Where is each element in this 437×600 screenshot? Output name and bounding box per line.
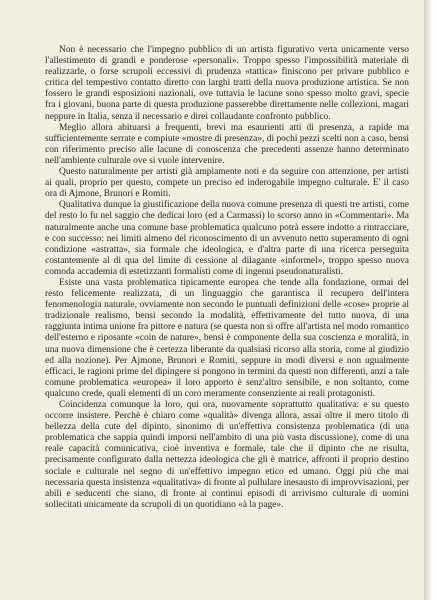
- paragraph: Coincidenza comunque la loro, qui ora, nuovamente soprattutto qualitativa: e su questo occorre insistere. Perchè è chiaro come «qualità» divenga allora, assai oltre il mero titolo di bellezza della cute del dipinto, sinonimo di un'effettiva consistenza problematica (di una problematica che sappia quindi imporsi nell'ambito di una più vasta discussione), come di una reale capacità comunicativa, cioè inventiva e formale, tale che il dipinto che ne risulta, precisamente configurato dalla nettezza ideologica che gli è matrice, affronti il proprio destino sociale e culturale nel segno di un'effettivo impegno etico ed umano. Oggi più che mai necessaria questa insistenza «qualitativa» di fronte al pullulare inesausto di improvvisazioni, per abili e seducenti che siano, di fronte ai continui episodi di arrivismo culturale di uomini sollecitati unicamente da scrupoli di un quotidiano «à la page».: [45, 400, 409, 510]
- paragraph: Non è necessario che l'impegno pubblico di un artista figurativo verta unicamente verso l'allestimento di grandi e ponderose «personali». Troppo spesso l'impossibilità materiale di realizzarle, o forse scrupoli eccessivi di prudenza «tattica» finiscono per privare pubblico e critica del tempestivo contatto diretto con larghi tratti della nuova produzione artistica. Se non fossero le grandi esposizioni nazionali, ove tuttavia le lacune sono spesso molto gravi, specie fra i giovani, buona parte di questa produzione passerebbe direttamente nelle collezioni, magari neppure in Italia, senza il necessario e direi collaudante confronto pubblico.: [45, 45, 409, 122]
- paragraph: Qualitativa dunque la giustificazione della nuova comune presenza di questi tre artisti, come del resto lo fu nel saggio che dedicai loro (ed a Carmassi) lo scorso anno in «Commentari». Ma naturalmente anche una comune base problematica qualcuno potrà essere indotto a rintracciare, e con successo: nei limiti almeno del riconoscimento di un avvenuto netto superamento di ogni condizione «astratta», sia formale che ideologica, e d'altra parte di una ricerca perseguita costantemente al di qua del limite di cessione al dilagante «informel», troppo spesso nuova comoda accademia di estetizzanti formalisti come di ingenui pseudonaturalisti.: [45, 200, 409, 277]
- article-text: [45, 45, 409, 511]
- paragraph: Esiste una vasta problematica tipicamente europea che tende alla fondazione, ormai del resto felicemente realizzata, di un linguaggio che garantisca il recupero dell'intera fenomenologia naturale, ovviamente non secondo le puntuali definizioni delle «cose» proprie al tradizionale realismo, bensì secondo la modalità, effettivamente del tutto nuova, di una raggiunta intima unione fra pittore e natura (se questa non si offre all'artista nel modo romantico dell'esterno e riposante «coin de nature», bensì è componente della sua coscienza e moralità, in una nuova dimensione che è certezza liberante da qualsiasi ricorso alla storia, come al giudizio ed alla nozione). Per Ajmone, Brunori e Romiti, seppure in modi diversi e non ugualmente efficaci, le ragioni prime del dipingere si pongono in termini da questi non differenti, anzi a tale comune problematica «europea» il loro apporto è senz'altro sensibile, e non soltanto, come qualcuno crede, quali elementi di un coro meramente consenziente ai reali protagonisti.: [45, 277, 409, 399]
- paragraph: Questo naturalmente per artisti già ampiamente noti e da seguire con attenzione, per artisti ai quali, proprio per questo, compete un preciso ed inderogabile impegno culturale. E' il caso ora di Ajmone, Brunori e Romiti.: [45, 167, 409, 200]
- page-edge: [424, 0, 437, 600]
- paragraph: Meglio allora abituarsi a frequenti, brevi ma esaurienti atti di presenza, a rapide ma sufficientemente serrate e compiute «mostre di presenza», di pochi pezzi scelti non a caso, bensì con riferimento preciso alle lacune di conoscenza che precedenti assenze hanno determinato nell'ambiente culturale ove si vuole intervenire.: [45, 122, 409, 166]
